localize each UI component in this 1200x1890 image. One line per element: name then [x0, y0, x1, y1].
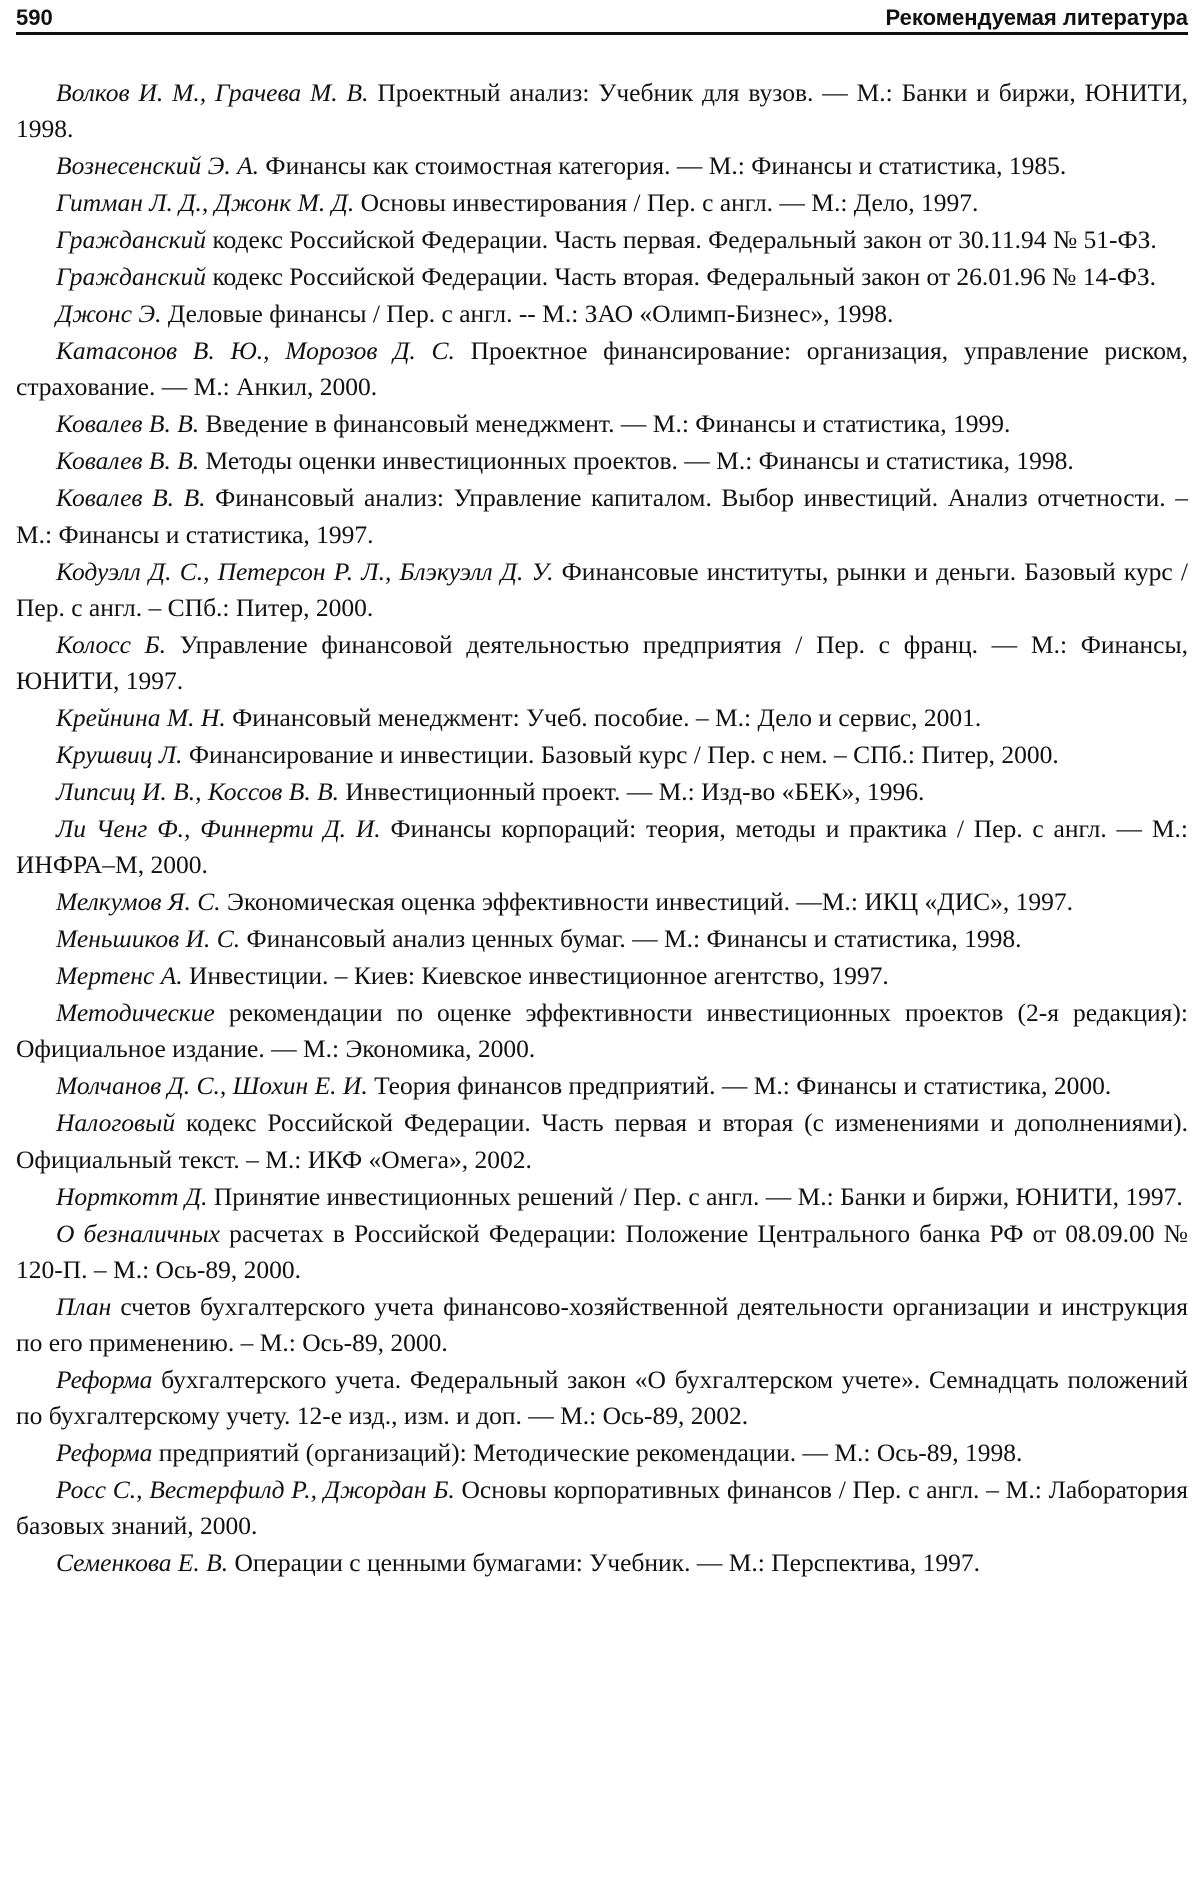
- reference-text: Теория финансов предприятий. — М.: Финансы и статистика, 2000.: [367, 1071, 1112, 1101]
- reference-author: Волков И. М., Грачева М. В.: [56, 78, 369, 107]
- reference-text: Деловые финансы / Пер. с англ. -- М.: ЗАО «Олимп-Бизнес», 1998.: [161, 299, 894, 329]
- reference-entry: [16, 333, 1188, 405]
- reference-text: Принятие инвестиционных решений / Пер. с англ. — М.: Банки и биржи, ЮНИТИ, 1997.: [207, 1181, 1183, 1211]
- reference-author: О безналичных: [56, 1218, 220, 1248]
- reference-entry: [16, 774, 1188, 810]
- reference-text: Основы инвестирования / Пер. с англ. — М.: Дело, 1997.: [354, 188, 979, 218]
- reference-entry: [16, 1289, 1188, 1361]
- reference-entry: [16, 296, 1188, 332]
- reference-author: Ковалев В. В.: [56, 483, 206, 513]
- section-title: Рекомендуемая литература: [885, 5, 1188, 30]
- reference-text: рекомендации по оценке эффективности инвестиционных проектов (2-я редакция): Официальное издание. — М.: Экономика, 2000.: [16, 998, 1188, 1064]
- reference-author: Кодуэлл Д. С., Петерсон Р. Л., Блэкуэлл Д. У.: [56, 556, 554, 586]
- reference-text: Введение в финансовый менеджмент. — М.: Финансы и статистика, 1999.: [199, 409, 1011, 439]
- reference-entry: [16, 259, 1188, 295]
- reference-text: кодекс Российской Федерации. Часть первая. Федеральный закон от 30.11.94 № 51-ФЗ.: [206, 225, 1157, 255]
- reference-text: Операции с ценными бумагами: Учебник. — М.: Перспектива, 1997.: [228, 1548, 980, 1578]
- reference-text: Финансирование и инвестиции. Базовый курс / Пер. с нем. – СПб.: Питер, 2000.: [182, 740, 1059, 770]
- reference-entry: [16, 406, 1188, 442]
- reference-author: Гражданский: [56, 262, 207, 292]
- reference-author: Реформа: [56, 1365, 153, 1395]
- reference-text: Управление финансовой деятельностью предприятия / Пер. с франц. — М.: Финансы, ЮНИТИ, 1997.: [16, 629, 1188, 696]
- reference-text: предприятий (организаций): Методические рекомендации. — М.: Ось-89, 1998.: [152, 1438, 1023, 1468]
- reference-text: Инвестиционный проект. — М.: Изд-во «БЕК», 1996.: [339, 777, 925, 807]
- reference-entry: [16, 148, 1188, 184]
- reference-text: кодекс Российской Федерации. Часть первая и вторая (с изменениями и дополнениями). Официальный текст. – М.: ИКФ «Омега», 2002.: [16, 1108, 1188, 1174]
- reference-entry: [16, 995, 1188, 1067]
- reference-text: Финансовый менеджмент: Учеб. пособие. – М.: Дело и сервис, 2001.: [225, 703, 982, 733]
- reference-text: Финансовый анализ ценных бумаг. — М.: Финансы и статистика, 1998.: [240, 924, 1022, 954]
- reference-text: Финансовые институты, рынки и деньги. Базовый курс / Пер. с англ. – СПб.: Питер, 2000.: [16, 556, 1188, 622]
- reference-author: Вознесенский Э. А.: [56, 151, 260, 181]
- reference-entry: [16, 1545, 1188, 1581]
- reference-entry: [16, 884, 1188, 920]
- reference-entry: [16, 185, 1188, 221]
- reference-entry: [16, 627, 1188, 699]
- running-header: [16, 0, 1188, 35]
- reference-author: Катасонов В. Ю., Морозов Д. С.: [56, 336, 455, 366]
- reference-text: Основы корпоративных финансов / Пер. с англ. – М.: Лаборатория базовых знаний, 2000.: [16, 1475, 1188, 1541]
- reference-entry: [16, 1216, 1188, 1288]
- page-number: 590: [16, 5, 53, 30]
- reference-author: Мелкумов Я. С.: [56, 887, 221, 917]
- reference-text: Инвестиции. – Киев: Киевское инвестиционное агентство, 1997.: [182, 961, 889, 991]
- reference-text: кодекс Российской Федерации. Часть вторая. Федеральный закон от 26.01.96 № 14-ФЗ.: [206, 262, 1157, 292]
- reference-author: Методические: [56, 998, 215, 1028]
- reference-entry: [16, 75, 1188, 147]
- reference-author: Семенкова Е. В.: [56, 1548, 229, 1578]
- reference-entry: [16, 737, 1188, 773]
- reference-text: Финансы как стоимостная категория. — М.: Финансы и статистика, 1985.: [259, 151, 1067, 181]
- reference-entry: [16, 554, 1188, 626]
- reference-entry: [16, 480, 1188, 552]
- reference-author: Ли Ченг Ф., Финнерти Д. И.: [56, 814, 381, 844]
- reference-entry: [16, 1435, 1188, 1471]
- reference-entry: [16, 1362, 1188, 1434]
- reference-author: Реформа: [56, 1438, 153, 1468]
- reference-author: Ковалев В. В.: [56, 409, 200, 439]
- reference-author: Липсиц И. В., Коссов В. В.: [56, 777, 340, 807]
- reference-entry: [16, 222, 1188, 258]
- reference-entry: [16, 443, 1188, 479]
- reference-author: Гитман Л. Д., Джонк М. Д.: [56, 188, 355, 218]
- reference-author: Норткотт Д.: [56, 1181, 208, 1211]
- reference-author: Крейнина М. Н.: [56, 703, 226, 733]
- reference-author: Мертенс А.: [56, 961, 183, 991]
- reference-text: Финансы корпораций: теория, методы и практика / Пер. с англ. — М.: ИНФРА–М, 2000.: [16, 814, 1188, 880]
- reference-author: Молчанов Д. С., Шохин Е. И.: [56, 1071, 368, 1101]
- reference-text: Финансовый анализ: Управление капиталом. Выбор инвестиций. Анализ отчетности. – М.: Финансы и статистика, 1997.: [16, 483, 1188, 549]
- reference-entry: [16, 700, 1188, 736]
- reference-entry: [16, 1068, 1188, 1104]
- reference-text: Экономическая оценка эффективности инвестиций. —М.: ИКЦ «ДИС», 1997.: [220, 887, 1073, 917]
- reference-text: Проектный анализ: Учебник для вузов. — М.: Банки и биржи, ЮНИТИ, 1998.: [16, 78, 1188, 144]
- reference-author: Росс С., Вестерфилд Р., Джордан Б.: [56, 1475, 455, 1505]
- reference-text: Методы оценки инвестиционных проектов. — М.: Финансы и статистика, 1998.: [199, 446, 1074, 476]
- reference-list: [16, 75, 1188, 1582]
- reference-author: Ковалев В. В.: [56, 446, 200, 476]
- reference-author: План: [56, 1291, 112, 1321]
- reference-entry: [16, 1105, 1188, 1177]
- reference-text: счетов бухгалтерского учета финансово-хозяйственной деятельности организации и инструкция по его применению. – М.: Ось-89, 2000.: [16, 1291, 1188, 1358]
- reference-entry: [16, 958, 1188, 994]
- reference-entry: [16, 1472, 1188, 1544]
- reference-entry: [16, 811, 1188, 883]
- reference-author: Джонс Э.: [56, 299, 162, 329]
- reference-entry: [16, 921, 1188, 957]
- reference-author: Налоговый: [56, 1108, 176, 1138]
- reference-text: Проектное финансирование: организация, управление риском, страхование. — М.: Анкил, 2000.: [16, 336, 1189, 402]
- reference-author: Крушвиц Л.: [56, 740, 183, 770]
- reference-text: расчетах в Российской Федерации: Положение Центрального банка РФ от 08.09.00 № 120-П. – М.: Ось-89, 2000.: [16, 1218, 1189, 1284]
- reference-author: Меньшиков И. С.: [56, 924, 241, 954]
- reference-entry: [16, 1179, 1188, 1215]
- reference-text: бухгалтерского учета. Федеральный закон «О бухгалтерском учете». Семнадцать положений по бухгалтерскому учету. 12-е изд., изм. и доп. — М.: Ось-89, 2002.: [16, 1365, 1188, 1431]
- reference-author: Колосс Б.: [56, 629, 167, 659]
- reference-author: Гражданский: [56, 225, 207, 255]
